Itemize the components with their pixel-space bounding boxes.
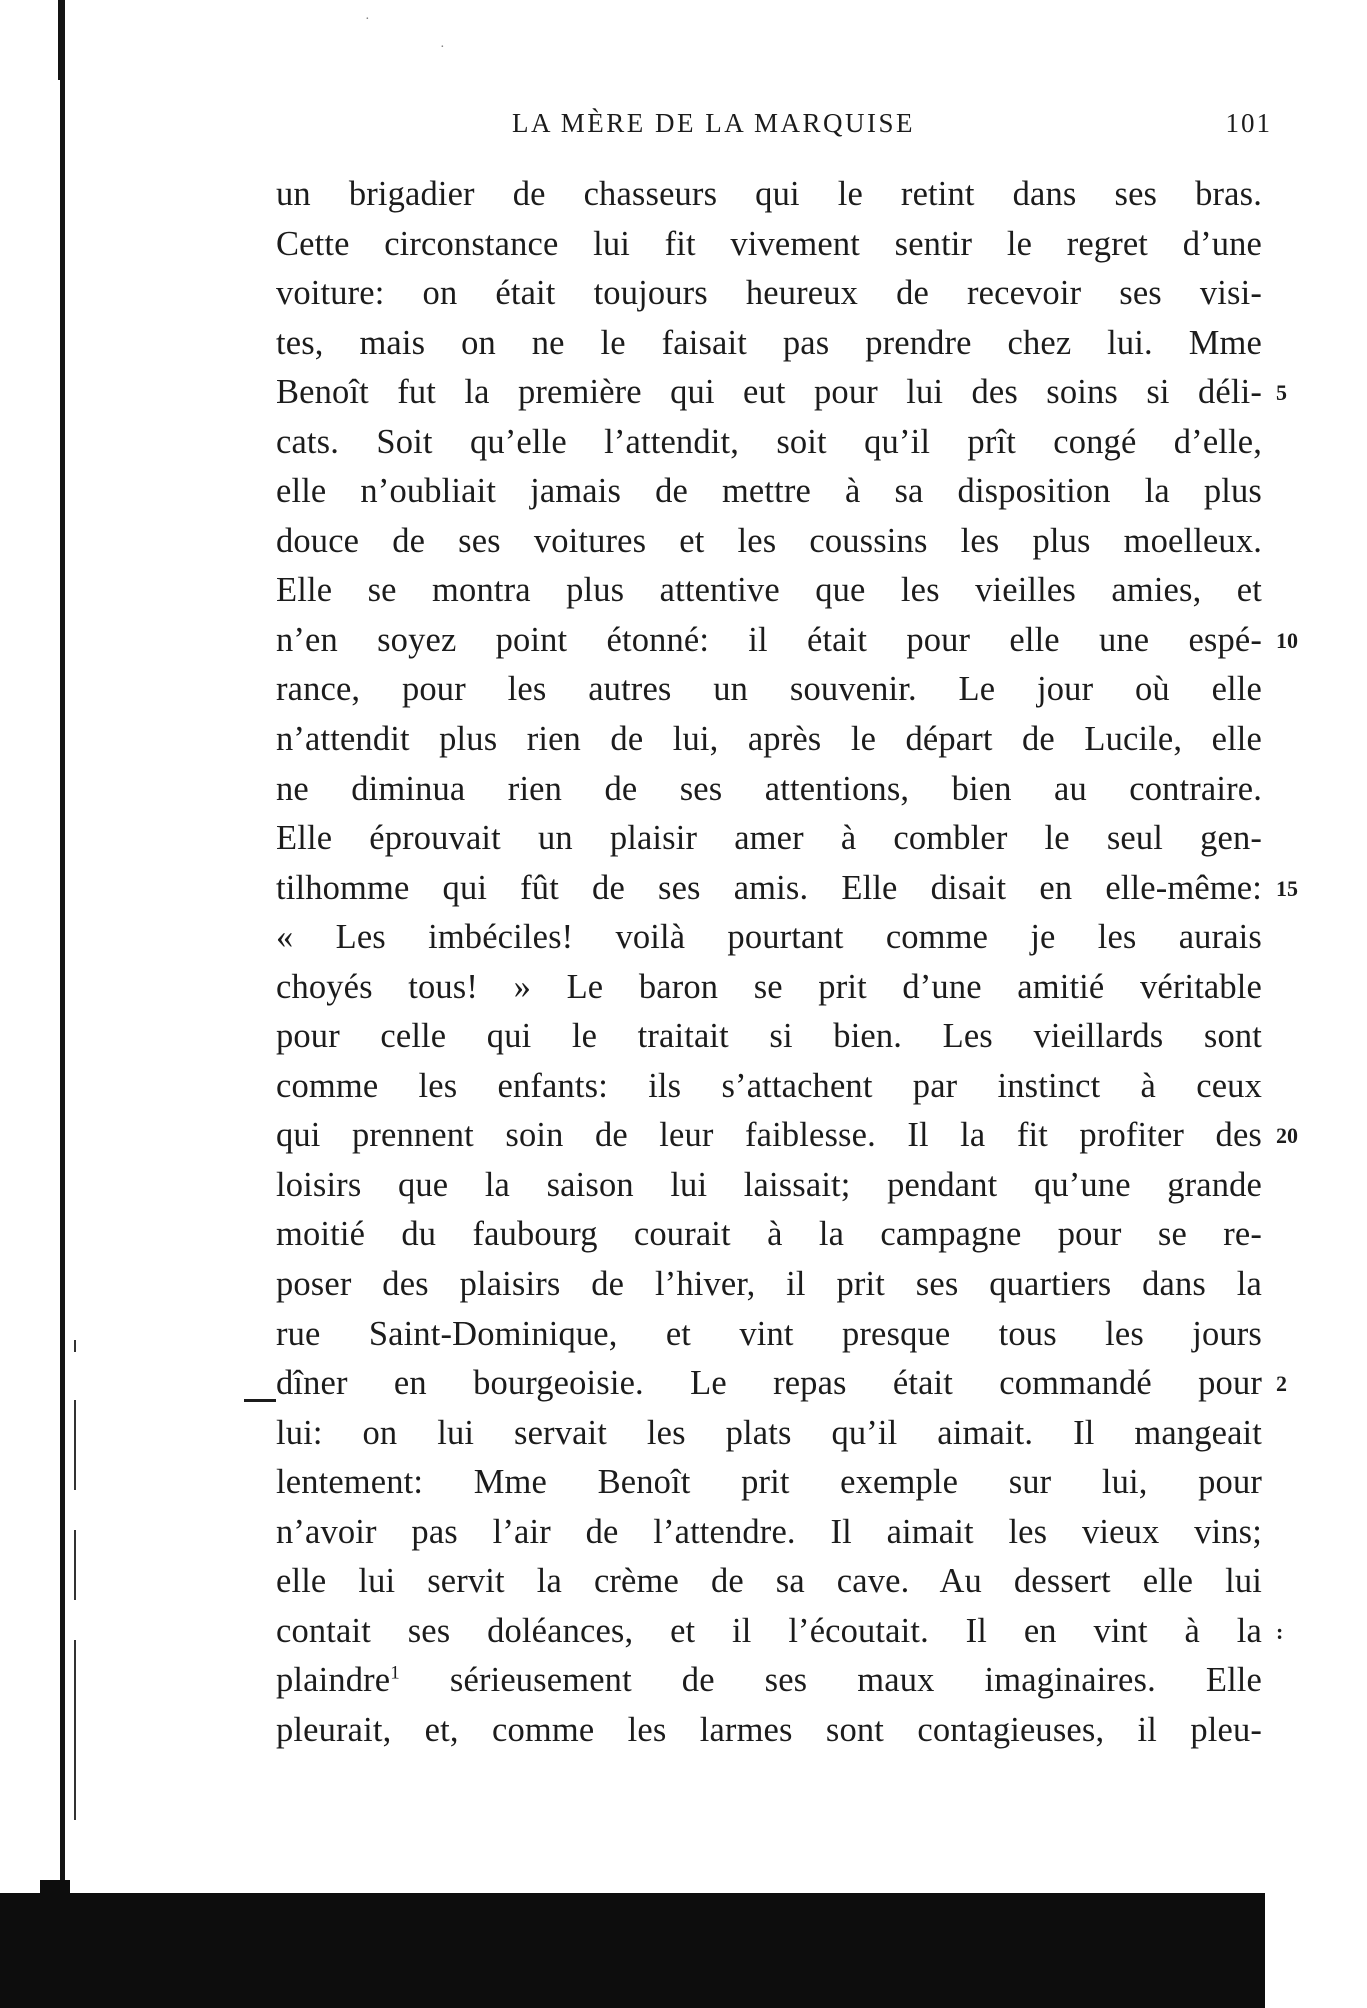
text-fragment: plaindre <box>276 1661 391 1700</box>
text-line: n’avoir pas l’air de l’attendre. Il aimait les vieux vins; <box>276 1512 1262 1551</box>
text-line: Benoît fut la première qui eut pour lui des soins si déli- <box>276 373 1262 412</box>
text-line: moitié du faubourg courait à la campagne pour se re- <box>276 1215 1262 1254</box>
text-line: qui prennent soin de leur faiblesse. Il la fit profiter des <box>276 1116 1262 1155</box>
text-line: lentement: Mme Benoît prit exemple sur lui, pour <box>276 1463 1262 1502</box>
page-number: 101 <box>1225 108 1272 138</box>
text-line: elle n’oubliait jamais de mettre à sa disposition la plus <box>276 472 1262 511</box>
text-line: n’en soyez point étonné: il était pour elle une espé- <box>276 620 1262 659</box>
text-line: « Les imbéciles! voilà pourtant comme je les aurais <box>276 918 1262 957</box>
text-line: pour celle qui le traitait si bien. Les vieillards sont <box>276 1017 1262 1056</box>
text-line: contait ses doléances, et il l’écoutait. Il en vint à la <box>276 1611 1262 1650</box>
line-number: 5 <box>1276 380 1287 406</box>
text-line: douce de ses voitures et les coussins les plus moelleux. <box>276 521 1262 560</box>
text-line: tilhomme qui fût de ses amis. Elle disait en elle-même: <box>276 868 1262 907</box>
text-line: tes, mais on ne le faisait pas prendre chez lui. Mme <box>276 323 1262 362</box>
text-line: elle lui servit la crème de sa cave. Au dessert elle lui <box>276 1562 1262 1601</box>
line-number: 2 <box>1276 1371 1287 1397</box>
scan-bottom-edge <box>0 1893 1265 2008</box>
running-title: LA MÈRE DE LA MARQUISE <box>512 108 916 138</box>
text-line: cats. Soit qu’elle l’attendit, soit qu’il prît congé d’elle, <box>276 422 1262 461</box>
line-number: 15 <box>1276 875 1298 901</box>
text-line: un brigadier de chasseurs qui le retint dans ses bras. <box>276 175 1262 213</box>
text-line: Cette circonstance lui fit vivement sentir le regret d’une <box>276 224 1262 263</box>
text-line: poser des plaisirs de l’hiver, il prit ses quartiers dans la <box>276 1265 1262 1304</box>
text-line: dîner en bourgeoisie. Le repas était commandé pour <box>276 1364 1262 1403</box>
text-line: lui: on lui servait les plats qu’il aimait. Il mangeait <box>276 1413 1262 1452</box>
text-line: voiture: on était toujours heureux de recevoir ses visi- <box>276 274 1262 313</box>
paper-speck: · <box>440 40 445 55</box>
line-number: 10 <box>1276 627 1298 653</box>
text-line: rance, pour les autres un souvenir. Le jour où elle <box>276 670 1262 709</box>
body-text <box>276 170 1262 1756</box>
text-line: rue Saint-Dominique, et vint presque tous les jours <box>276 1314 1262 1353</box>
text-line: comme les enfants: ils s’attachent par instinct à ceux <box>276 1066 1262 1105</box>
text-line: choyés tous! » Le baron se prit d’une amitié véritable <box>276 967 1262 1006</box>
text-line: ne diminua rien de ses attentions, bien au contraire. <box>276 769 1262 808</box>
text-line: n’attendit plus rien de lui, après le départ de Lucile, elle <box>276 720 1262 759</box>
text-line: loisirs que la saison lui laissait; pendant qu’une grande <box>276 1165 1262 1204</box>
binding-edge <box>60 0 65 1895</box>
gutter-marks <box>74 1340 77 1840</box>
text-line: Elle se montra plus attentive que les vieilles amies, et <box>276 571 1262 610</box>
text-fragment: sérieusement de ses maux imaginaires. Elle <box>449 1661 1262 1700</box>
running-head <box>512 108 1272 148</box>
text-line: pleurait, et, comme les larmes sont contagieuses, il pleu- <box>276 1710 1262 1749</box>
margin-pen-mark <box>244 1399 276 1402</box>
line-number: 20 <box>1276 1123 1298 1149</box>
footnote-marker: 1 <box>390 1662 400 1684</box>
paper-speck: · <box>365 12 370 27</box>
text-line <box>276 1656 1262 1706</box>
line-number: : <box>1276 1618 1284 1644</box>
text-line: Elle éprouvait un plaisir amer à combler le seul gen- <box>276 819 1262 858</box>
